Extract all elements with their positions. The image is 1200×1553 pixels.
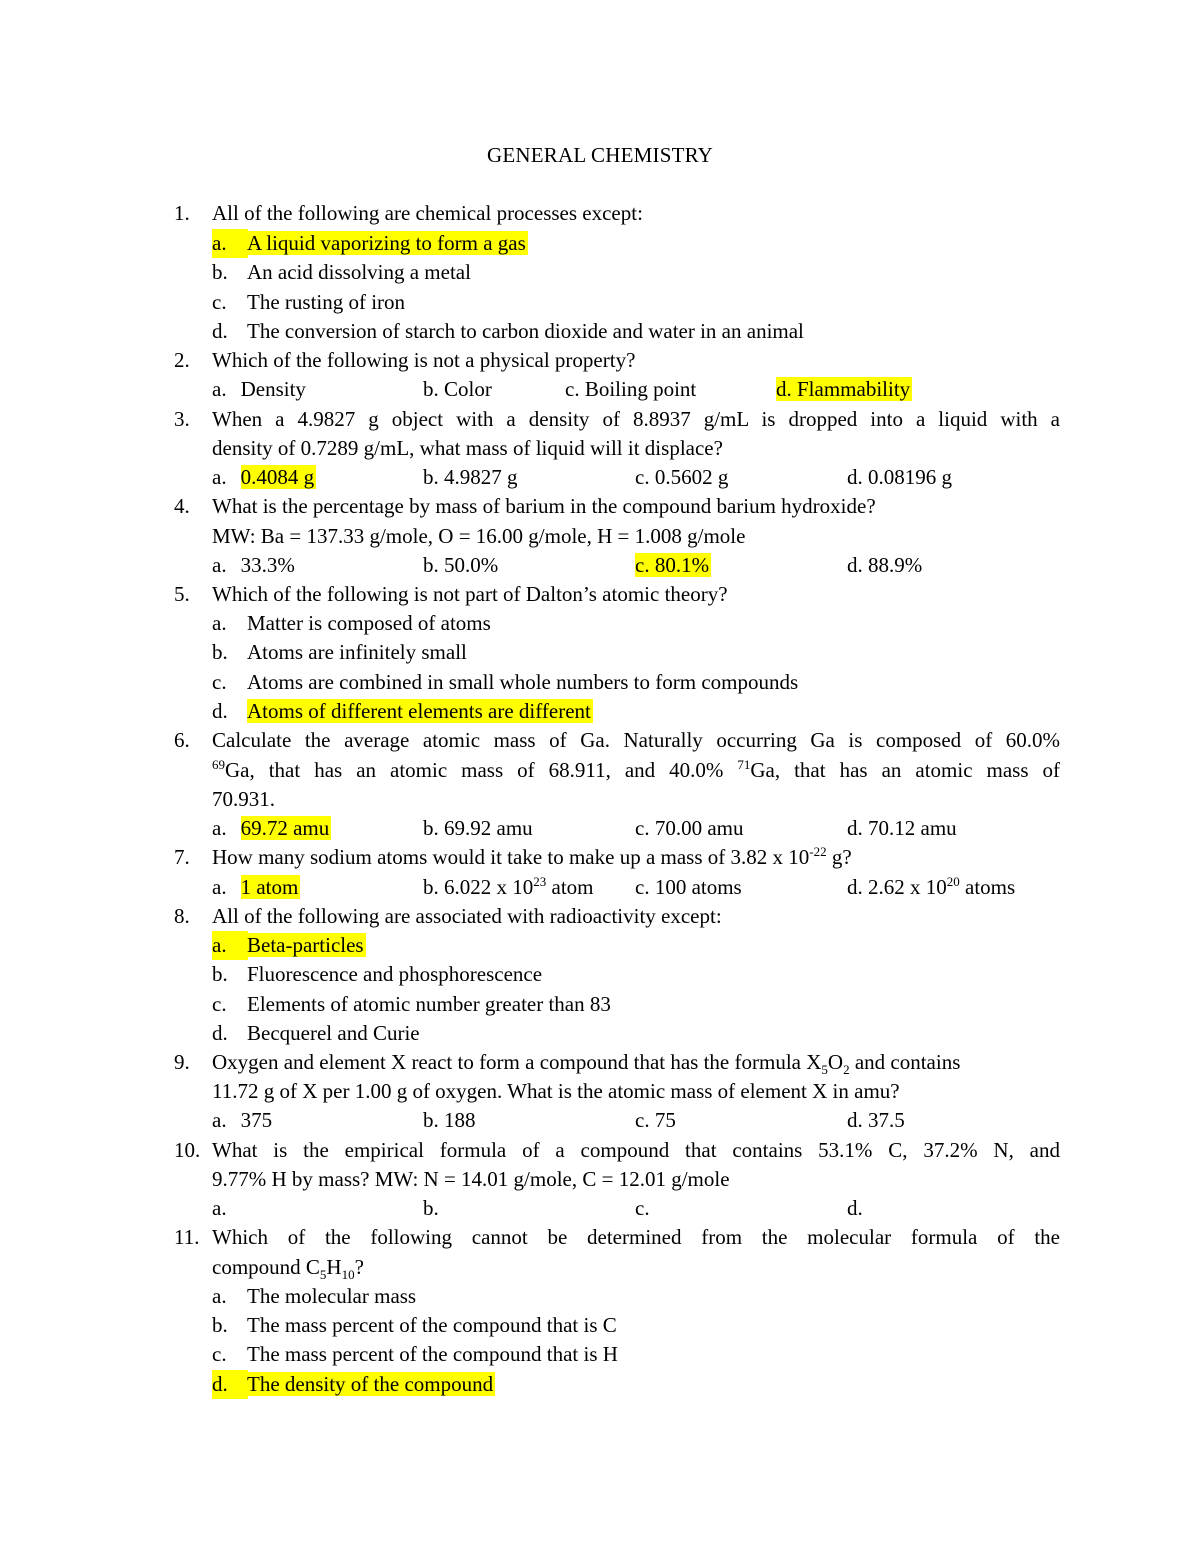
question-5-text: Which of the following is not part of Dalton’s atomic theory? (212, 582, 728, 606)
page-title: GENERAL CHEMISTRY (486, 143, 714, 167)
question-5-option-b: Atoms are infinitely small (247, 640, 467, 664)
question-3-option-d: d. 0.08196 g (847, 465, 952, 489)
question-2-option-c: c. Boiling point (565, 377, 697, 401)
option-label: d. (212, 1021, 228, 1045)
option-label: a. (212, 1284, 227, 1308)
question-8-option-b: Fluorescence and phosphorescence (247, 962, 543, 986)
question-11-option-b: The mass percent of the compound that is C (247, 1313, 617, 1337)
question-11-text-line-1: Which of the following cannot be determined from the molecular formula of the (212, 1225, 1060, 1249)
question-6-option-c: c. 70.00 amu (635, 816, 744, 840)
question-8-option-d: Becquerel and Curie (247, 1021, 420, 1045)
question-number: 11. (174, 1225, 200, 1249)
question-number: 5. (174, 582, 190, 606)
option-label: b. (212, 962, 228, 986)
question-5-option-d: Atoms of different elements are different (247, 699, 591, 723)
question-6-text-line-1: Calculate the average atomic mass of Ga. Naturally occurring Ga is composed of 60.0% (212, 728, 1060, 752)
question-10-option-c: c. (635, 1196, 650, 1220)
question-5-option-c: Atoms are combined in small whole numbers to form compounds (247, 670, 799, 694)
question-4-option-a: a. 33.3% (212, 553, 295, 577)
option-label: b. (212, 1313, 228, 1337)
question-10-option-a: a. (212, 1196, 227, 1220)
question-5-option-a: Matter is composed of atoms (247, 611, 491, 635)
option-label: d. (212, 319, 228, 343)
question-number: 2. (174, 348, 190, 372)
question-number: 1. (174, 201, 190, 225)
option-label: a. (212, 611, 227, 635)
option-label: a. (212, 931, 248, 960)
question-3-text-line-1: When a 4.9827 g object with a density of 8.8937 g/mL is dropped into a liquid with a (212, 407, 1060, 431)
question-3-option-a: a. 0.4084 g (212, 465, 315, 489)
question-8-text: All of the following are associated with radioactivity except: (212, 904, 722, 928)
question-7-option-d: d. 2.62 x $10^{20}$ atoms (847, 874, 1016, 899)
question-number: 6. (174, 728, 190, 752)
question-number: 10. (174, 1138, 201, 1162)
question-2-option-d: d. Flammability (776, 377, 911, 401)
question-11-option-d: The density of the compound (247, 1372, 494, 1396)
question-7-text: How many sodium atoms would it take to make up a mass of 3.82 x $10^{-22}$ g? (212, 844, 852, 869)
option-label: b. (212, 260, 228, 284)
question-6-option-d: d. 70.12 amu (847, 816, 957, 840)
question-3-option-c: c. 0.5602 g (635, 465, 729, 489)
question-1-option-b: An acid dissolving a metal (247, 260, 471, 284)
question-1-text: All of the following are chemical processes except: (212, 201, 643, 225)
question-number: 7. (174, 845, 190, 869)
question-10-text-line-2: 9.77% H by mass? MW: N = 14.01 g/mole, C = 12.01 g/mole (212, 1167, 730, 1191)
question-8-option-a: Beta-particles (247, 933, 364, 957)
question-10-option-b: b. (423, 1196, 439, 1220)
option-label: c. (212, 1342, 227, 1366)
option-label: b. (212, 640, 228, 664)
question-9-text-line-1: Oxygen and element X react to form a compound that has the formula $X_5O_2$ and contains (212, 1050, 961, 1078)
question-4-text-line-2: MW: Ba = 137.33 g/mole, O = 16.00 g/mole, H = 1.008 g/mole (212, 524, 746, 548)
question-9-option-c: c. 75 (635, 1108, 676, 1132)
question-11-option-c: The mass percent of the compound that is H (247, 1342, 618, 1366)
question-3-text-line-2: density of 0.7289 g/mL, what mass of liquid will it displace? (212, 436, 723, 460)
question-6-option-b: b. 69.92 amu (423, 816, 533, 840)
question-number: 8. (174, 904, 190, 928)
option-label: c. (212, 670, 227, 694)
option-label: a. (212, 229, 248, 258)
question-7-option-a: a. 1 atom (212, 875, 299, 899)
question-7-option-b: b. 6.022 x $10^{23}$ atom (423, 874, 594, 899)
question-number: 9. (174, 1050, 190, 1074)
question-1-option-c: The rusting of iron (247, 290, 406, 314)
question-number: 4. (174, 494, 190, 518)
question-2-text: Which of the following is not a physical property? (212, 348, 636, 372)
option-label: d. (212, 1370, 248, 1399)
question-4-option-c: c. 80.1% (635, 553, 710, 577)
question-9-text-line-2: 11.72 g of X per 1.00 g of oxygen. What is the atomic mass of element X in amu? (212, 1079, 900, 1103)
question-2-option-b: b. Color (423, 377, 492, 401)
question-4-option-b: b. 50.0% (423, 553, 499, 577)
question-11-option-a: The molecular mass (247, 1284, 417, 1308)
question-1-option-d: The conversion of starch to carbon dioxide and water in an animal (247, 319, 804, 343)
question-1-option-a: A liquid vaporizing to form a gas (247, 231, 526, 255)
question-6-text-line-2: $^{69}$Ga, that has an atomic mass of 68.911, and 40.0% $^{71}$Ga, that has an atomic mass of (212, 757, 1060, 782)
option-label: c. (212, 290, 227, 314)
question-10-text-line-1: What is the empirical formula of a compound that contains 53.1% C, 37.2% N, and (212, 1138, 1060, 1162)
question-6-option-a: a. 69.72 amu (212, 816, 330, 840)
option-label: c. (212, 992, 227, 1016)
question-number: 3. (174, 407, 190, 431)
question-7-option-c: c. 100 atoms (635, 875, 742, 899)
question-4-text-line-1: What is the percentage by mass of barium in the compound barium hydroxide? (212, 494, 876, 518)
question-9-option-a: a. 375 (212, 1108, 273, 1132)
question-4-option-d: d. 88.9% (847, 553, 923, 577)
question-8-option-c: Elements of atomic number greater than 83 (247, 992, 611, 1016)
question-3-option-b: b. 4.9827 g (423, 465, 518, 489)
question-6-text-line-3: 70.931. (212, 787, 275, 811)
option-label: d. (212, 699, 228, 723)
question-9-option-b: b. 188 (423, 1108, 476, 1132)
question-9-option-d: d. 37.5 (847, 1108, 905, 1132)
question-2-option-a: a. Density (212, 377, 306, 401)
question-11-text-line-2: compound $C_5H_{10}$? (212, 1255, 364, 1283)
question-10-option-d: d. (847, 1196, 863, 1220)
